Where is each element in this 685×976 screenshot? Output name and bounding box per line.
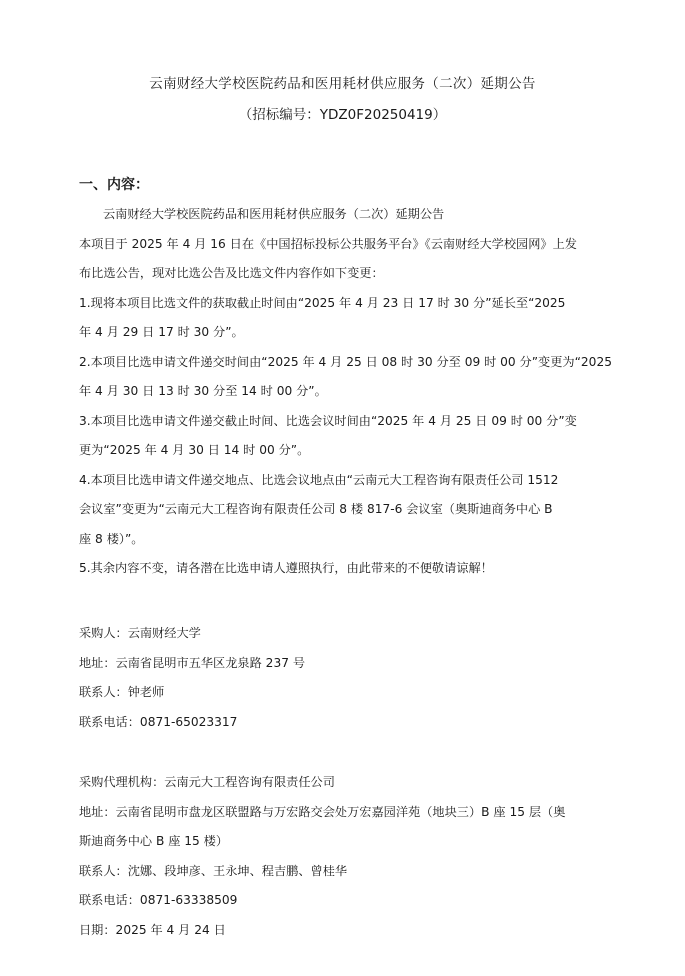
paragraph-line: 会议室”变更为“云南元大工程咨询有限责任公司 8 楼 817-6 会议室（奥斯迪商务中心 B — [79, 502, 553, 516]
purchaser-block — [79, 619, 639, 737]
purchaser-contact: 联系人：钟老师 — [79, 685, 165, 699]
section-heading: 一、内容： — [79, 177, 149, 193]
paragraph-line: 4.本项目比选申请文件递交地点、比选会议地点由“云南元大工程咨询有限责任公司 1512 — [79, 472, 559, 487]
paragraph-line: 3.本项目比选申请文件递交截止时间、比选会议时间由“2025 年 4 月 25 日 09 时 00 分”变 — [79, 413, 577, 428]
purchaser-phone: 联系电话：0871-65023317 — [79, 714, 238, 729]
purchaser-address: 地址：云南省昆明市五华区龙泉路 237 号 — [79, 655, 306, 670]
agency-address: 地址：云南省昆明市盘龙区联盟路与万宏路交会处万宏嘉园洋苑（地块三）B 座 15 层（奥 — [79, 804, 566, 819]
paragraph-line: 5.其余内容不变，请各潜在比选申请人遵照执行，由此带来的不便敬请谅解！ — [79, 561, 493, 575]
announcement-body — [79, 200, 614, 584]
paragraph-line: 本项目于 2025 年 4 月 16 日在《中国招标投标公共服务平台》《云南财经大学校园网》上发 — [79, 236, 577, 251]
paragraph-line: 年 4 月 29 日 17 时 30 分”。 — [79, 325, 244, 339]
paragraph-line: 1.现将本项目比选文件的获取截止时间由“2025 年 4 月 23 日 17 时 30 分”延长至“2025 — [79, 295, 566, 310]
announcement-date: 日期：2025 年 4 月 24 日 — [79, 922, 226, 937]
paragraph-line: 2.本项目比选申请文件递交时间由“2025 年 4 月 25 日 08 时 30 分至 09 时 00 分”变更为“2025 — [79, 354, 612, 369]
agency-block — [79, 768, 639, 945]
agency-contact: 联系人：沈娜、段坤彦、王永坤、程吉鹏、曾桂华 — [79, 863, 348, 878]
agency-address-cont: 斯迪商务中心 B 座 15 楼） — [79, 834, 229, 848]
paragraph-line: 年 4 月 30 日 13 时 30 分至 14 时 00 分”。 — [79, 384, 327, 398]
purchaser-name: 采购人：云南财经大学 — [79, 626, 201, 640]
agency-name: 采购代理机构：云南元大工程咨询有限责任公司 — [79, 775, 335, 789]
document-title: 云南财经大学校医院药品和医用耗材供应服务（二次）延期公告 — [149, 76, 536, 92]
intro-line: 云南财经大学校医院药品和医用耗材供应服务（二次）延期公告 — [103, 207, 445, 221]
paragraph-line: 座 8 楼）”。 — [79, 531, 144, 546]
paragraph-line: 更为“2025 年 4 月 30 日 14 时 00 分”。 — [79, 443, 310, 457]
paragraph-line: 布比选公告，现对比选公告及比选文件内容作如下变更： — [79, 266, 384, 280]
agency-phone: 联系电话：0871-63338509 — [79, 893, 238, 907]
tender-number: （招标编号：YDZ0F20250419） — [238, 107, 447, 123]
